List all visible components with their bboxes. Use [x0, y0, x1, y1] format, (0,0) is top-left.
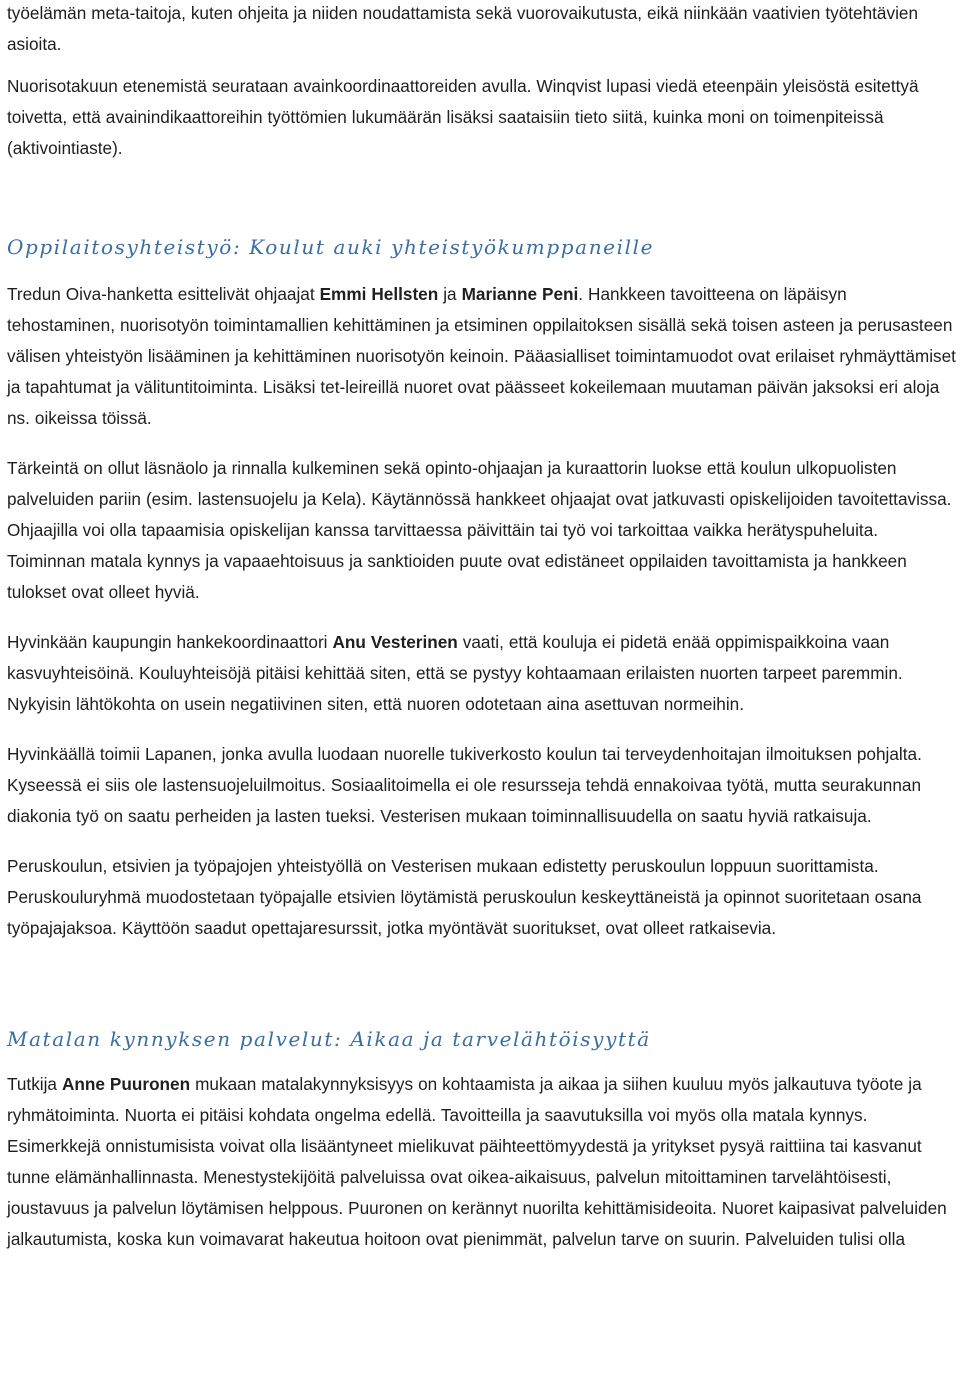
person-name: Emmi Hellsten [319, 284, 439, 304]
person-name: Anne Puuronen [61, 1074, 191, 1094]
text-run: Hyvinkään kaupungin hankekoordinaattori [7, 632, 333, 652]
person-name: Anu Vesterinen [332, 632, 458, 652]
paragraph-intro-2: Nuorisotakuun etenemistä seurataan avainkoordinaattoreiden avulla. Winqvist lupasi viedä eteenpäin yleisöstä esitettyä toivetta, että avainindikaattoreihin työttömien lukumäärän lisäksi saataisiin tieto siitä, kuinka moni on toimenpiteissä (aktivointiaste). [7, 76, 919, 158]
section-heading-oppilaitosyhteistyo: Oppilaitosyhteistyö: Koulut auki yhteistyökumppaneille [7, 235, 655, 259]
paragraph-puuronen [7, 1069, 957, 1255]
paragraph-intro-1: työelämän meta-taitoja, kuten ohjeita ja niiden noudattamista sekä vuorovaikutusta, eikä niinkään vaativien työtehtävien asioita. [7, 3, 919, 54]
text-run: . Hankkeen tavoitteena on läpäisyn tehostaminen, nuorisotyön toimintamallien kehittäminen ja etsiminen oppilaitoksen sisällä sekä toisen asteen ja perusasteen välisen yhteistyön lisääminen ja kehittäminen nuorisotyön keinoin. Pääasialliset toimintamuodot ovat erilaiset ryhmäyttämiset ja tapahtumat ja välituntitoiminta. Lisäksi tet-leireillä nuoret ovat päässeet kokeilemaan muutaman päivän jaksoksi eri aloja ns. oikeissa töissä. [7, 284, 956, 428]
paragraph-lapanen: Hyvinkäällä toimii Lapanen, jonka avulla luodaan nuorelle tukiverkosto koulun tai terveydenhoitajan ilmoituksen pohjalta. Kyseessä ei siis ole lastensuojeluilmoitus. Sosiaalitoimella ei ole resursseja tehdä ennakoivaa työtä, mutta seurakunnan diakonia työ on saatu perheiden ja lasten tueksi. Vesterisen mukaan toiminnallisuudella on saatu hyviä ratkaisuja. [7, 744, 922, 826]
text-run: Tutkija [7, 1074, 62, 1094]
document-page [7, 0, 957, 1255]
text-run: ja [438, 284, 462, 304]
text-run: Tredun Oiva-hanketta esittelivät ohjaajat [7, 284, 320, 304]
paragraph-hyvinkaa-koordinaattori [7, 627, 957, 720]
paragraph-tarkeinta: Tärkeintä on ollut läsnäolo ja rinnalla kulkeminen sekä opinto-ohjaajan ja kuraattorin luokse että koulun ulkopuolisten palveluiden pariin (esim. lastensuojelu ja Kela). Käytännössä hankkeet ohjaajat ovat jatkuvasti opiskelijoiden tavoitettavissa. Ohjaajilla voi olla tapaamisia opiskelijan kanssa tarvittaessa päivittäin tai työ voi tarkoittaa vaikka herätyspuheluita. Toiminnan matala kynnys ja vapaaehtoisuus ja sanktioiden puute ovat edistäneet oppilaiden tavoittamista ja hankkeen tulokset ovat olleet hyviä. [7, 458, 952, 602]
text-run: mukaan matalakynnyksisyys on kohtaamista ja aikaa ja siihen kuuluu myös jalkautuva työote ja ryhmätoiminta. Nuorta ei pitäisi kohdata ongelma edellä. Tavoitteilla ja saavutuksilla voi myös olla matala kynnys. Esimerkkejä onnistumisista voivat olla lisääntyneet mielikuvat päihteettömyydestä ja yritykset pysyä raittiina tai kasvanut tunne elämänhallinnasta. Menestystekijöitä palveluissa ovat oikea-aikaisuus, palvelun mitoittaminen tarvelähtöisesti, joustavuus ja palvelun löytämisen helppous. Puuronen on kerännyt nuorilta kehittämisideoita. Nuoret kaipasivat palveluiden jalkautumista, koska kun voimavarat hakeutua hoitoon ovat pienimmät, palvelun tarve on suurin. Palveluiden tulisi olla [7, 1074, 947, 1249]
paragraph-peruskoulu: Peruskoulun, etsivien ja työpajojen yhteistyöllä on Vesterisen mukaan edistetty peruskoulun loppuun suorittamista. Peruskouluryhmä muodostetaan työpajalle etsivien löytämistä peruskoulun keskeyttäneistä ja opinnot suoritetaan osana työpajajaksoa. Käyttöön saadut opettajaresurssit, jotka myöntävät suoritukset, ovat olleet ratkaisevia. [7, 856, 922, 938]
paragraph-oiva-hanke [7, 279, 957, 434]
section-heading-matalan-kynnyksen: Matalan kynnyksen palvelut: Aikaa ja tarvelähtöisyyttä [7, 1027, 651, 1051]
person-name: Marianne Peni [461, 284, 579, 304]
text-run: vaati, että kouluja ei pidetä enää oppimispaikkoina vaan kasvuyhteisöinä. Kouluyhteisöjä pitäisi kehittää siten, että se pystyy kohtaamaan erilaisten nuorten tarpeet paremmin. Nykyisin lähtökohta on usein negatiivinen siten, että nuoren odotetaan aina asettuvan normeihin. [7, 632, 903, 714]
